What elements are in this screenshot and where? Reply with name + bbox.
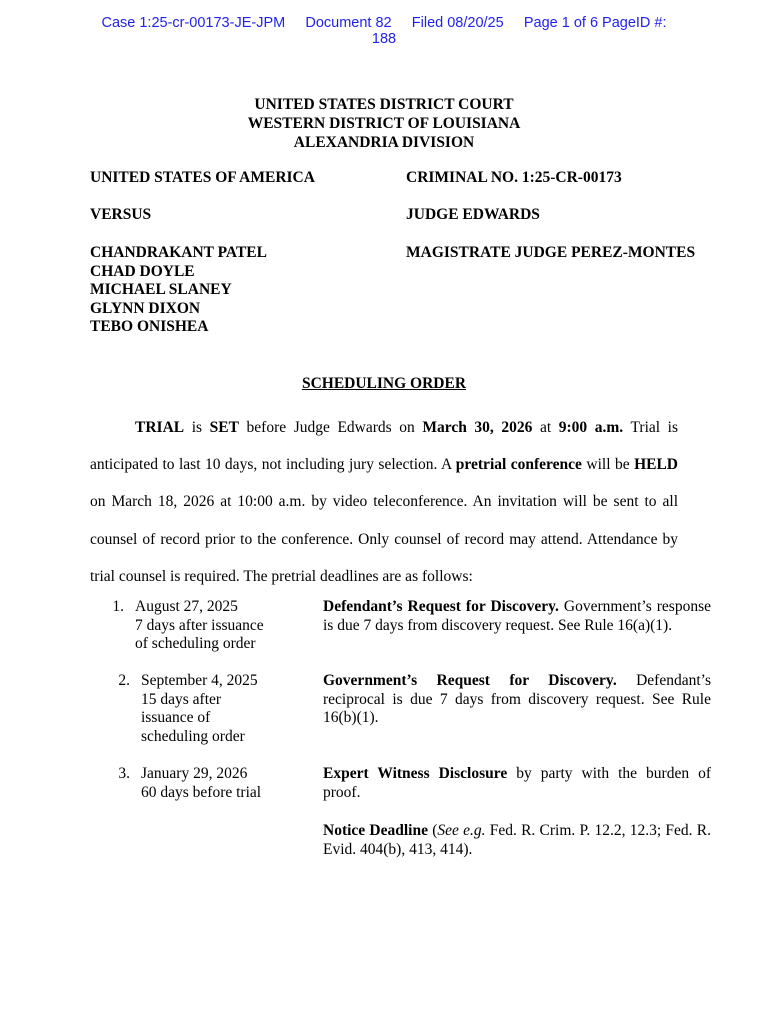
order-title: SCHEDULING ORDER	[301, 375, 467, 392]
defendant-name: CHAD DOYLE	[90, 262, 195, 280]
document-number-stamp: Document 82	[305, 15, 392, 31]
court-division: ALEXANDRIA DIVISION	[293, 134, 475, 151]
defendant-name: TEBO ONISHEA	[90, 318, 209, 336]
judge-name: JUDGE EDWARDS	[406, 206, 540, 223]
deadline-date: August 27, 2025 7 days after issuance of scheduling order	[135, 598, 264, 653]
notice-description: Notice Deadline (See e.g. Fed. R. Crim. P. 12.2, 12.3; Fed. R. Evid. 404(b), 413, 414).	[323, 822, 711, 858]
defendant-name: CHANDRAKANT PATEL	[90, 244, 267, 261]
criminal-number: CRIMINAL NO. 1:25-CR-00173	[406, 169, 622, 186]
magistrate-judge-name: MAGISTRATE JUDGE PEREZ-MONTES	[406, 244, 696, 261]
deadline-number: 3.	[118, 765, 130, 782]
plaintiff-name: UNITED STATES OF AMERICA	[90, 169, 315, 186]
defendant-name: GLYNN DIXON	[90, 299, 201, 317]
defendant-name: MICHAEL SLANEY	[90, 281, 232, 299]
deadline-date: January 29, 2026 60 days before trial	[141, 765, 262, 801]
case-number-stamp: Case 1:25-cr-00173-JE-JPM	[101, 15, 286, 31]
deadline-number: 1.	[112, 598, 124, 615]
page-count-stamp: Page 1 of 6 PageID #:	[523, 15, 667, 31]
deadline-description: Defendant’s Request for Discovery. Government’s response is due 7 days from discovery request. See Rule 16(a)(1).	[323, 598, 711, 634]
court-district: WESTERN DISTRICT OF LOUISIANA	[247, 115, 521, 132]
header-file-stamp	[80, 15, 688, 47]
page-id-stamp: 188	[371, 31, 397, 47]
trial-paragraph: TRIAL is SET before Judge Edwards on March 30, 2026 at 9:00 a.m. Trial is anticipated to last 10 days, not including jury selection. A pretrial conference will be HELD on March 18, 2026 at 10:00 a.m. by video teleconference. An invitation will be sent to all counsel of record prior to the conference. Only counsel of record may attend. Attendance by trial counsel is required. The pretrial deadlines are as follows:	[90, 419, 678, 585]
deadline-number: 2.	[118, 672, 130, 689]
deadline-description: Government’s Request for Discovery. Defendant’s reciprocal is due 7 days from discovery request. See Rule 16(b)(1).	[323, 672, 712, 727]
court-name: UNITED STATES DISTRICT COURT	[254, 96, 514, 113]
defendants-list	[90, 244, 267, 337]
court-heading	[0, 95, 768, 152]
deadline-date: September 4, 2025 15 days after issuance of scheduling order	[141, 672, 258, 745]
versus-label: VERSUS	[90, 206, 152, 223]
deadline-description: Expert Witness Disclosure by party with the burden of proof.	[323, 765, 711, 801]
filed-date-stamp: Filed 08/20/25	[411, 15, 504, 31]
